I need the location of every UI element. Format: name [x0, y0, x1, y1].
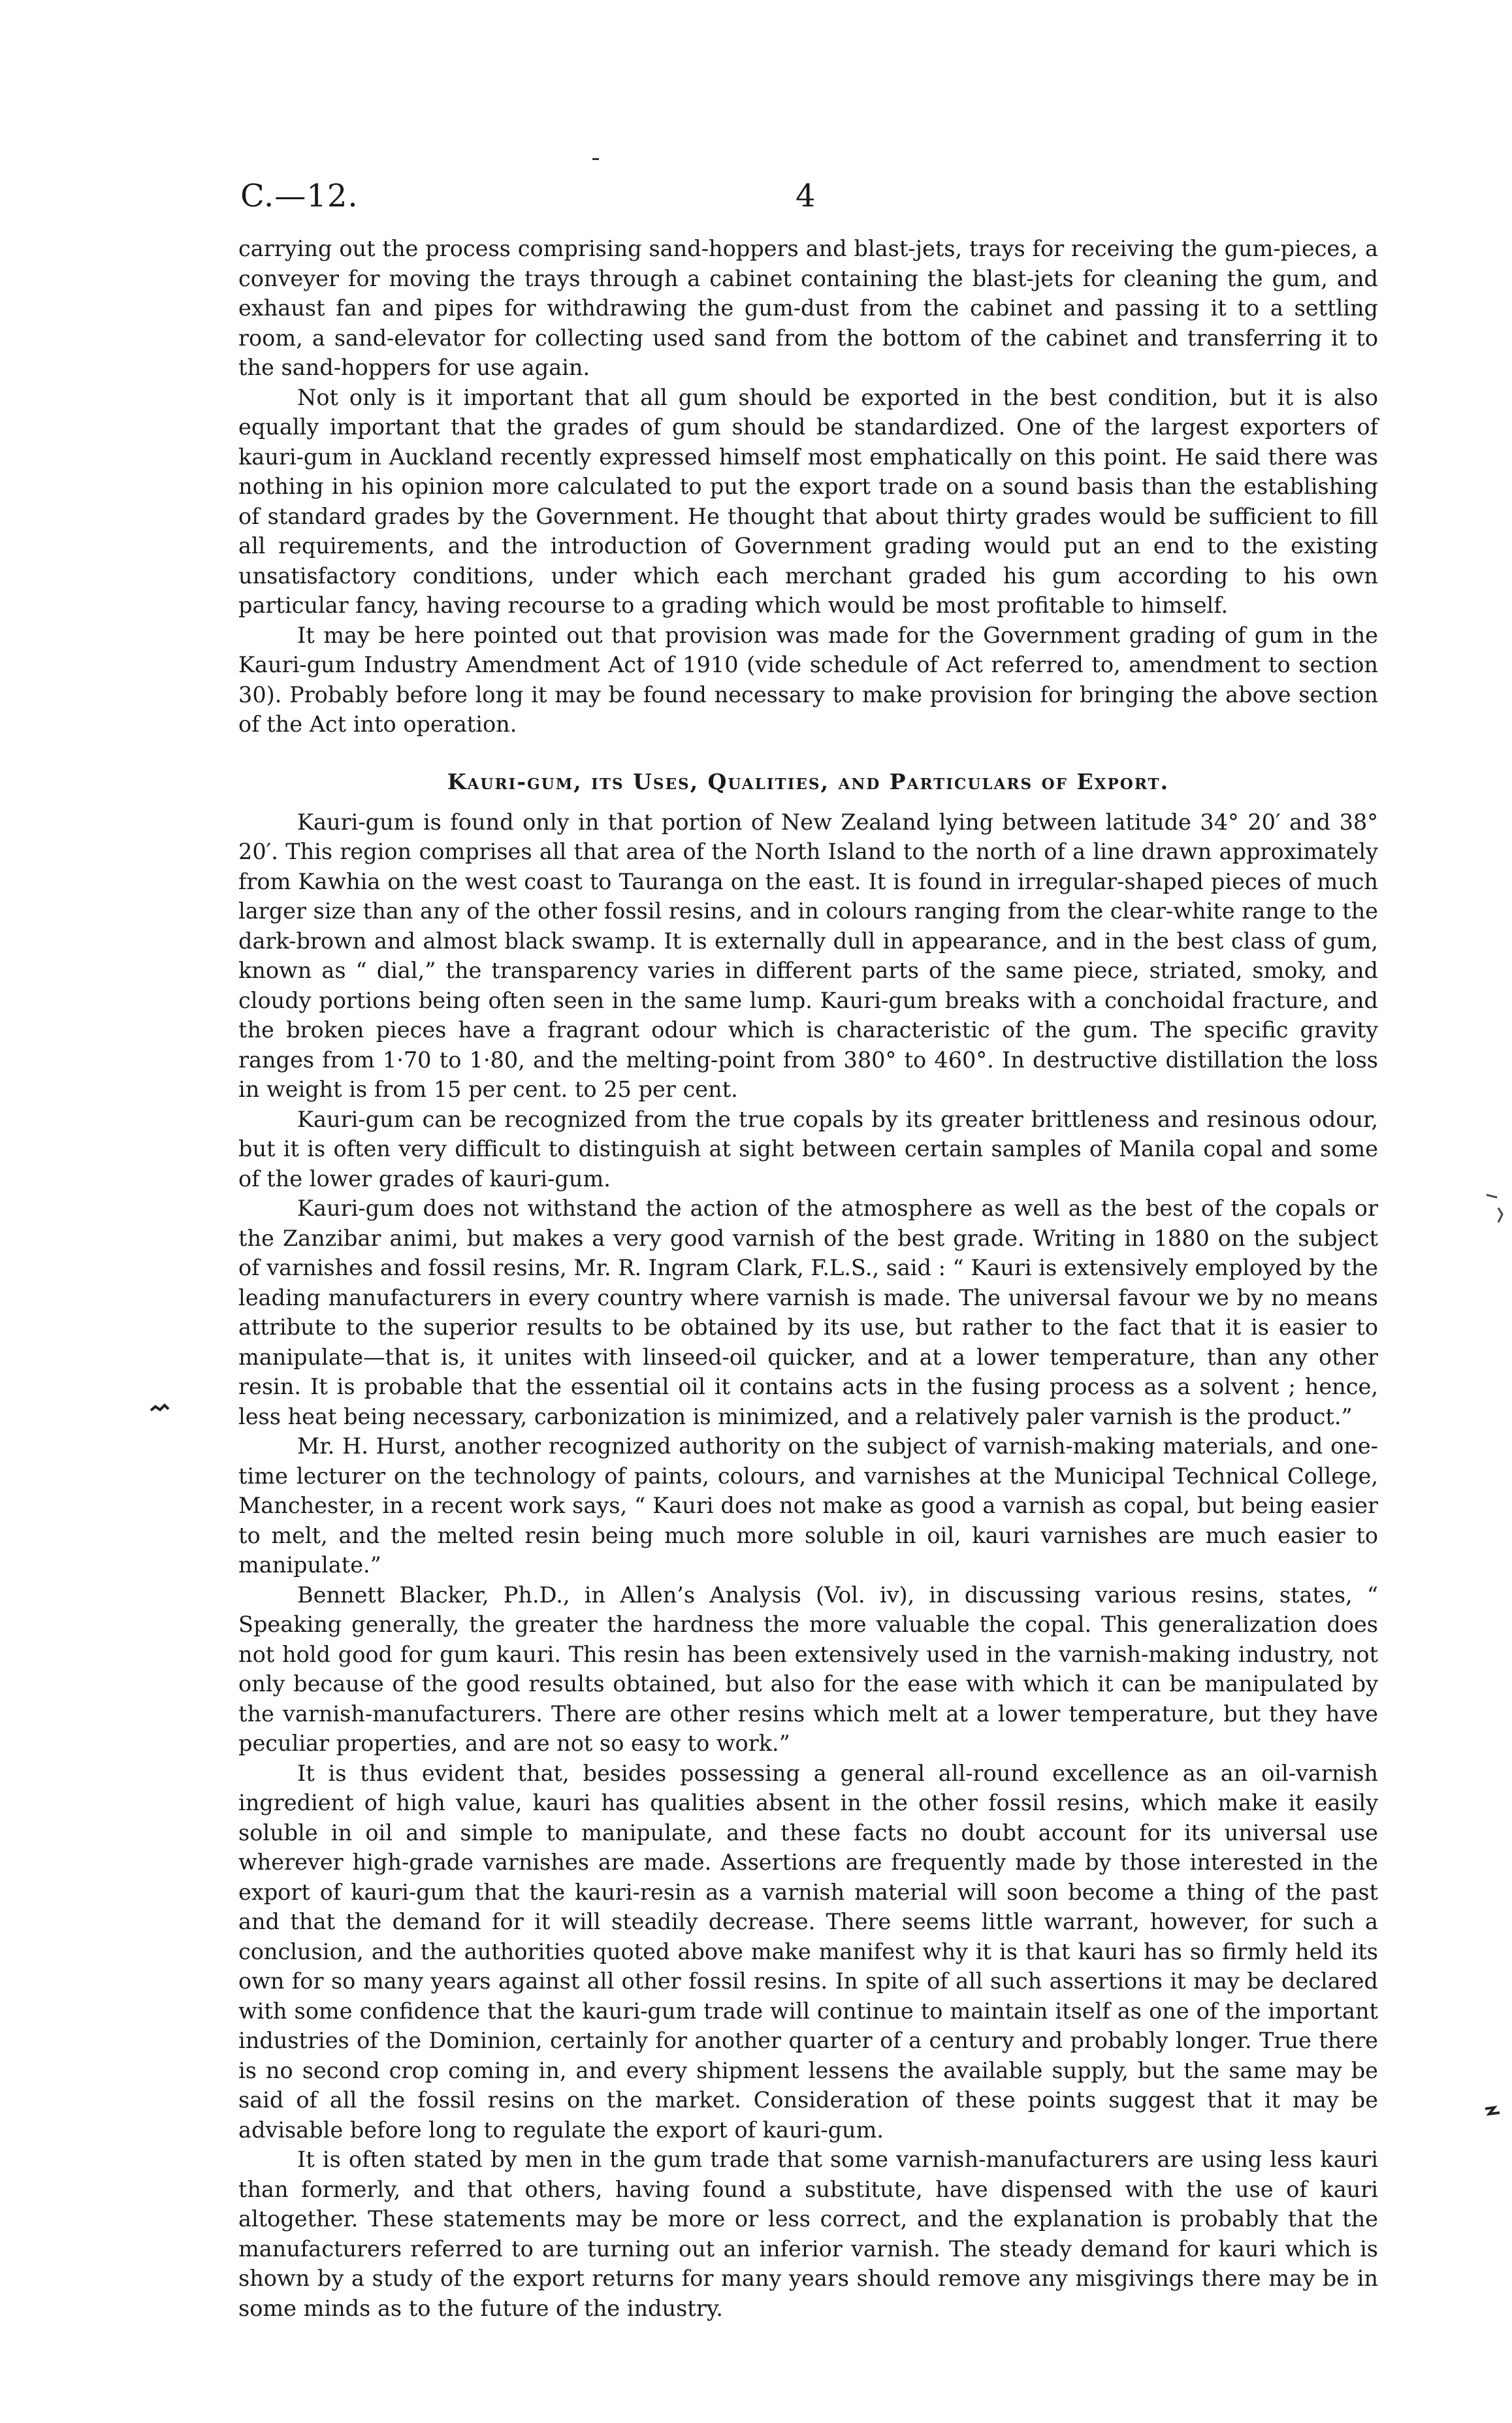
- scan-mark-right-upper: [1483, 1192, 1505, 1229]
- section-heading: Kauri-gum, its Uses, Qualities, and Particulars of Export.: [447, 768, 1170, 794]
- paragraph-hurst-quote: Mr. H. Hurst, another recognized authority on the subject of varnish-making materials, and one-time lecturer on the technology of paints, colours, and varnishes at the Municipal Technical College, Manchester, in a recent work says, “ Kauri does not make as good a varnish as copal, but being easier to melt, and the melted resin being much more soluble in oil, kauri varnishes are much easier to manipulate.”: [238, 1433, 1378, 1578]
- page-number: 4: [796, 178, 816, 214]
- page-header: [0, 170, 1512, 222]
- paragraph-blacker-quote: Bennett Blacker, Ph.D., in Allen’s Analysis (Vol. iv), in discussing various resins, states, “ Speaking generally, the greater the hardness the more valuable the copal. This generalization does not hold good for gum kauri. This resin has been extensively used in the varnish-making industry, not only because of the good results obtained, but also for the ease with which it can be manipulated by the varnish-manufacturers. There are other resins which melt at a lower temperature, but they have peculiar properties, and are not so easy to work.”: [238, 1582, 1378, 1756]
- paragraph-gum-origin: Kauri-gum is found only in that portion of New Zealand lying between latitude 34° 20′ and 38° 20′. This region comprises all that area of the North Island to the north of a line drawn approximately from Kawhia on the west coast to Tauranga on the east. It is found in irregular-shaped pieces of much larger size than any of the other fossil resins, and in colours ranging from the clear-white range to the dark-brown and almost black swamp. It is externally dull in appearance, and in the best class of gum, known as “ dial,” the transparency varies in different parts of the same piece, striated, smoky, and cloudy portions being often seen in the same lump. Kauri-gum breaks with a conchoidal fracture, and the broken pieces have a fragrant odour which is characteristic of the gum. The specific gravity ranges from 1·70 to 1·80, and the melting-point from 380° to 460°. In destructive distillation the loss in weight is from 15 per cent. to 25 per cent.: [238, 809, 1378, 1102]
- paragraph-continuation: carrying out the process comprising sand-hoppers and blast-jets, trays for receiving the gum-pieces, a conveyer for moving the trays through a cabinet containing the blast-jets for cleaning the gum, and exhaust fan and pipes for withdrawing the gum-dust from the cabinet and passing it to a settling room, a sand-elevator for collecting used sand from the bottom of the cabinet and transferring it to the sand-hoppers for use again.: [238, 236, 1378, 380]
- document-reference: C.—12.: [240, 178, 359, 214]
- paragraph-recognition: Kauri-gum can be recognized from the true copals by its greater brittleness and resinous odour, but it is often very difficult to distinguish at sight between certain samples of Manila copal and some of the lower grades of kauri-gum.: [238, 1106, 1378, 1192]
- paragraph-clark-quote: Kauri-gum does not withstand the action of the atmosphere as well as the best of the copals or the Zanzibar animi, but makes a very good varnish of the best grade. Writing in 1880 on the subject of varnishes and fossil resins, Mr. R. Ingram Clark, F.L.S., said : “ Kauri is extensively employed by the leading manufacturers in every country where varnish is made. The universal favour we by no means attribute to the superior results to be obtained by its use, but rather to the fact that it is easier to manipulate—that is, it unites with linseed-oil quicker, and at a lower temperature, than any other resin. It is probable that the essential oil it contains acts in the fusing process as a solvent ; hence, less heat being necessary, carbonization is minimized, and a relatively paler varnish is the product.”: [238, 1195, 1378, 1429]
- paragraph-grading-standards: Not only is it important that all gum should be exported in the best condition, but it is also equally important that the grades of gum should be standardized. One of the largest exporters of kauri-gum in Auckland recently expressed himself most emphatically on this point. He said there was nothing in his opinion more calculated to put the export trade on a sound basis than the establishing of standard grades by the Government. He thought that about thirty grades would be sufficient to fill all requirements, and the introduction of Government grading would put an end to the existing unsatisfactory conditions, under which each merchant graded his gum according to his own particular fancy, having recourse to a grading which would be most profitable to himself.: [238, 384, 1378, 618]
- document-body: [238, 234, 1378, 2323]
- scan-mark-right-lower: [1483, 2104, 1505, 2119]
- scan-mark-left: [149, 1401, 171, 1416]
- paragraph-evident-qualities: It is thus evident that, besides possessing a general all-round excellence as an oil-varnish ingredient of high value, kauri has qualities absent in the other fossil resins, which make it easily soluble in oil and simple to manipulate, and these facts no doubt account for its universal use wherever high-grade varnishes are made. Assertions are frequently made by those interested in the export of kauri-gum that the kauri-resin as a varnish material will soon become a thing of the past and that the demand for it will steadily decrease. There seems little warrant, however, for such a conclusion, and the authorities quoted above make manifest why it is that kauri has so firmly held its own for so many years against all other fossil resins. In spite of all such assertions it may be declared with some confidence that the kauri-gum trade will continue to maintain itself as one of the important industries of the Dominion, certainly for another quarter of a century and probably longer. True there is no second crop coming in, and every shipment lessens the available supply, but the same may be said of all the fossil resins on the market. Consideration of these points suggest that it may be advisable before long to regulate the export of kauri-gum.: [238, 1760, 1378, 2143]
- paragraph-trade-statements: It is often stated by men in the gum trade that some varnish-manufacturers are using less kauri than formerly, and that others, having found a substitute, have dispensed with the use of kauri altogether. These statements may be more or less correct, and the explanation is probably that the manufacturers referred to are turning out an inferior varnish. The steady demand for kauri which is shown by a study of the export returns for many years should remove any misgivings there may be in some minds as to the future of the industry.: [238, 2147, 1378, 2321]
- scan-mark-top: [591, 155, 600, 162]
- paragraph-amendment-act: It may be here pointed out that provision was made for the Government grading of gum in the Kauri-gum Industry Amendment Act of 1910 (vide schedule of Act referred to, amendment to section 30). Probably before long it may be found necessary to make provision for bringing the above section of the Act into operation.: [238, 622, 1378, 737]
